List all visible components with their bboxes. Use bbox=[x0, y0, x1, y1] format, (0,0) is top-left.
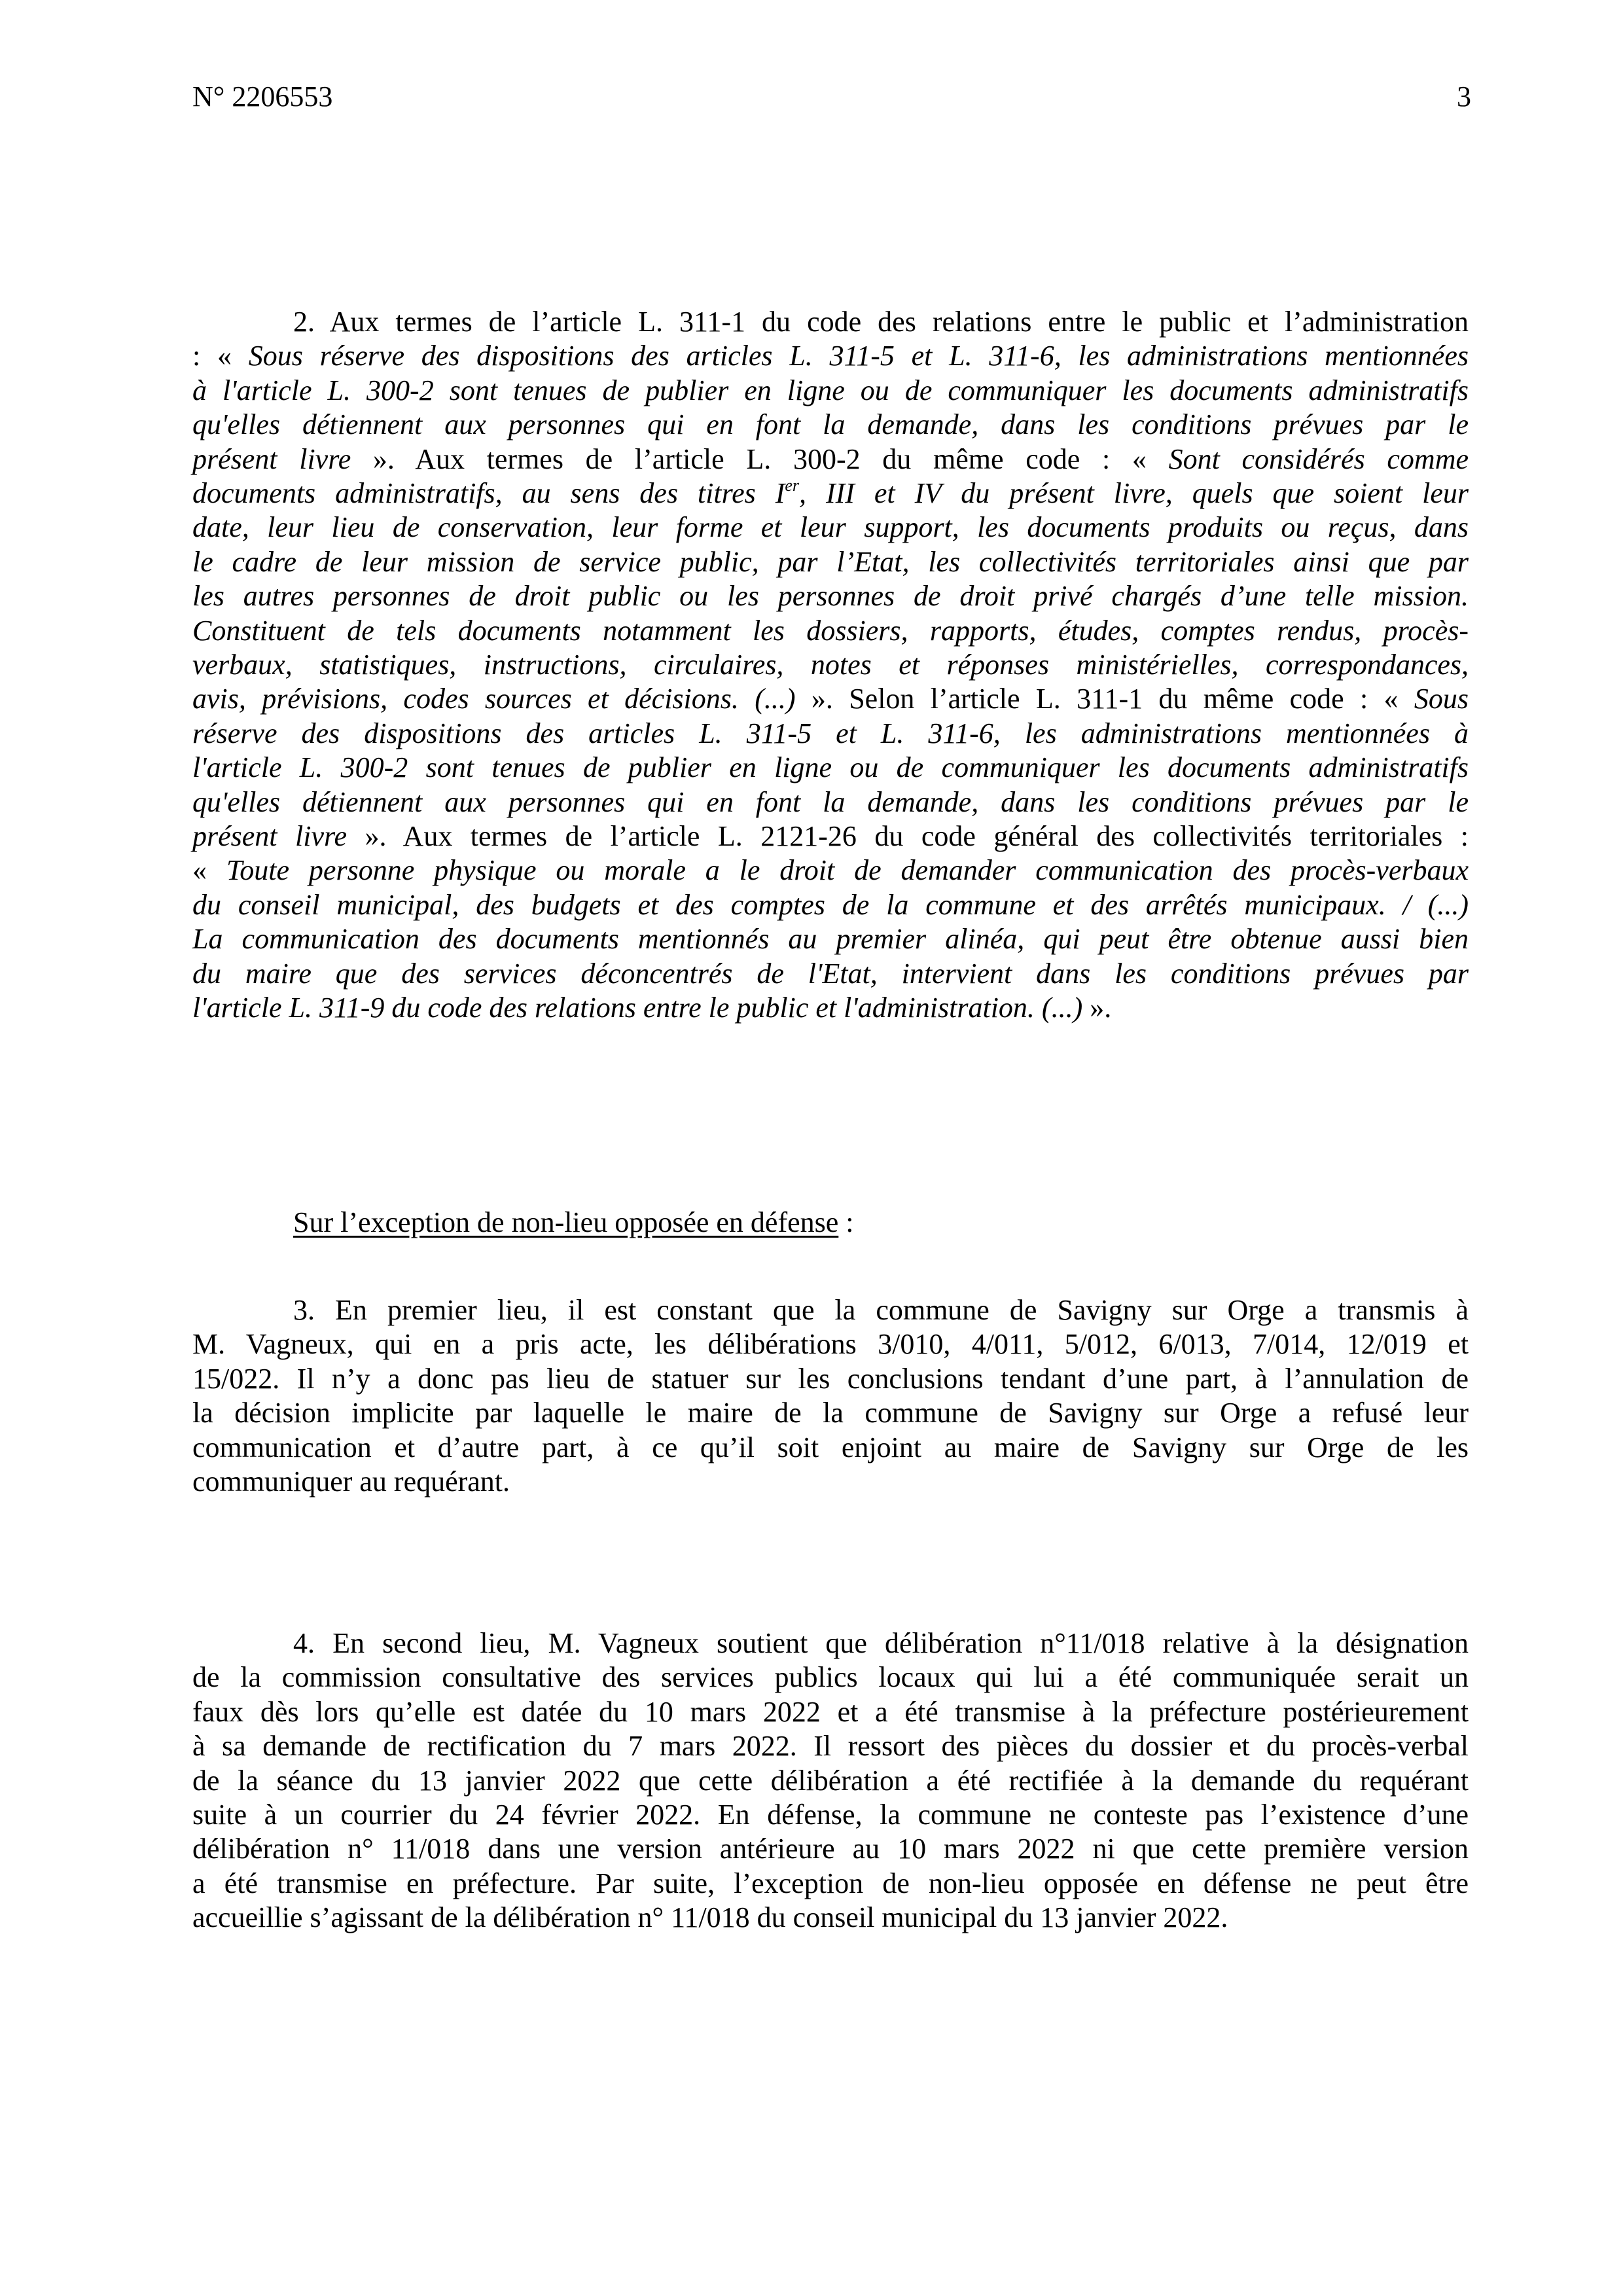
text-line bbox=[192, 579, 1469, 613]
text-line bbox=[192, 648, 1469, 682]
text-run: l'article L. 311-9 du code des relations entre le public et l'administration. (...) bbox=[192, 992, 1083, 1024]
text-line: 4. En second lieu, M. Vagneux soutient que délibération n°11/018 relative à la désignation bbox=[293, 1627, 1469, 1659]
text-line bbox=[192, 853, 1469, 888]
text-line: a été transmise en préfecture. Par suite, l’exception de non-lieu opposée en défense ne peut être bbox=[192, 1867, 1469, 1899]
text-run: ». Aux termes de l’article L. 2121-26 du code général des collectivités territoriales : bbox=[347, 820, 1469, 852]
text-line bbox=[192, 408, 1469, 442]
superscript: er bbox=[785, 476, 800, 495]
text-line: la décision implicite par laquelle le maire de la commune de Savigny sur Orge a refusé leur bbox=[192, 1397, 1469, 1429]
text-run: Sous bbox=[1414, 683, 1469, 715]
text-run: avis, prévisions, codes sources et décisions. (...) bbox=[192, 683, 796, 715]
text-line bbox=[192, 922, 1469, 956]
text-run: , III et IV du présent livre, quels que soient leur bbox=[799, 477, 1469, 509]
section-heading-text: Sur l’exception de non-lieu opposée en défense bbox=[293, 1206, 839, 1238]
text-run: à l'article L. 300-2 sont tenues de publier en ligne ou de communiquer les documents administratifs bbox=[192, 374, 1469, 406]
text-run: présent livre bbox=[192, 820, 348, 852]
text-run: « bbox=[192, 854, 226, 887]
text-line: accueillie s’agissant de la délibération n° 11/018 du conseil municipal du 13 janvier 2022. bbox=[192, 1901, 1228, 1934]
text-line: suite à un courrier du 24 février 2022. En défense, la commune ne conteste pas l’existence d’une bbox=[192, 1799, 1469, 1831]
text-run: qu'elles détiennent aux personnes qui en font la demande, dans les conditions prévues par le bbox=[192, 785, 1469, 818]
text-run: Toute personne physique ou morale a le droit de demander communication des procès-verbaux bbox=[226, 854, 1469, 887]
text-run: ». Aux termes de l’article L. 300-2 du même code : « bbox=[351, 442, 1169, 475]
text-line: M. Vagneux, qui en a pris acte, les délibérations 3/010, 4/011, 5/012, 6/013, 7/014, 12/019 et bbox=[192, 1328, 1469, 1361]
text-line: de la séance du 13 janvier 2022 que cette délibération a été rectifiée à la demande du requérant bbox=[192, 1764, 1469, 1797]
text-line bbox=[192, 614, 1469, 648]
text-run: La communication des documents mentionnés au premier alinéa, qui peut être obtenue aussi bien bbox=[192, 923, 1469, 956]
text-line bbox=[192, 819, 1469, 853]
text-line: délibération n° 11/018 dans une version antérieure au 10 mars 2022 ni que cette première version bbox=[192, 1833, 1469, 1865]
text-run: les autres personnes de droit public ou les personnes de droit privé chargés d’une telle mission. bbox=[192, 580, 1469, 613]
text-line bbox=[192, 374, 1469, 408]
text-line bbox=[192, 957, 1469, 991]
text-line bbox=[192, 751, 1469, 785]
text-line bbox=[192, 442, 1469, 476]
text-line bbox=[192, 888, 1469, 922]
text-run: qu'elles détiennent aux personnes qui en font la demande, dans les conditions prévues par le bbox=[192, 408, 1469, 441]
text-line bbox=[192, 511, 1469, 545]
text-run: du conseil municipal, des budgets et des comptes de la commune et des arrêtés municipaux. / (...) bbox=[192, 888, 1469, 921]
text-run: date, leur lieu de conservation, leur forme et leur support, les documents produits ou reçus, dans bbox=[192, 511, 1469, 544]
section-heading bbox=[293, 1206, 854, 1240]
text-line bbox=[192, 545, 1469, 579]
text-line: de la commission consultative des services publics locaux qui lui a été communiquée serait un bbox=[192, 1661, 1469, 1694]
text-line: communication et d’autre part, à ce qu’il soit enjoint au maire de Savigny sur Orge de les bbox=[192, 1431, 1469, 1463]
text-line: à sa demande de rectification du 7 mars 2022. Il ressort des pièces du dossier et du procès-verbal bbox=[192, 1730, 1469, 1763]
section-heading-suffix: : bbox=[838, 1206, 854, 1238]
text-line bbox=[192, 717, 1469, 751]
text-line: faux dès lors qu’elle est datée du 10 mars 2022 et a été transmise à la préfecture postérieurement bbox=[192, 1695, 1469, 1728]
text-run: ». Selon l’article L. 311-1 du même code : « bbox=[795, 683, 1414, 715]
text-run: le cadre de leur mission de service public, par l’Etat, les collectivités territoriales ainsi que par bbox=[192, 545, 1469, 578]
text-line bbox=[192, 991, 1469, 1025]
text-run: présent livre bbox=[192, 442, 351, 475]
text-line: 3. En premier lieu, il est constant que la commune de Savigny sur Orge a transmis à bbox=[293, 1294, 1469, 1326]
text-run: Constituent de tels documents notamment les dossiers, rapports, études, comptes rendus, procès- bbox=[192, 614, 1469, 647]
text-run: documents administratifs, au sens des titres I bbox=[192, 477, 785, 509]
text-line bbox=[192, 476, 1469, 511]
text-run: l'article L. 300-2 sont tenues de publier en ligne ou de communiquer les documents administratifs bbox=[192, 751, 1469, 784]
text-run: Sous réserve des dispositions des articles L. 311-5 et L. 311-6, les administrations mentionnées bbox=[248, 340, 1469, 372]
text-line: communiquer au requérant. bbox=[192, 1465, 510, 1498]
text-line bbox=[293, 305, 1469, 339]
text-run: Sont considérés comme bbox=[1168, 442, 1469, 475]
text-run: réserve des dispositions des articles L. 311-5 et L. 311-6, les administrations mentionnées à bbox=[192, 717, 1469, 749]
text-line bbox=[192, 339, 1469, 373]
page-number: 3 bbox=[1457, 81, 1471, 113]
text-run: verbaux, statistiques, instructions, circulaires, notes et réponses ministérielles, correspondances, bbox=[192, 649, 1469, 681]
text-run: 2. Aux termes de l’article L. 311-1 du code des relations entre le public et l’administration bbox=[293, 306, 1469, 338]
text-run: : « bbox=[192, 340, 249, 372]
text-line bbox=[192, 785, 1469, 819]
text-run: du maire que des services déconcentrés de l'Etat, intervient dans les conditions prévues par bbox=[192, 957, 1469, 990]
text-line bbox=[192, 682, 1469, 716]
text-run: ». bbox=[1082, 992, 1112, 1024]
case-number: N° 2206553 bbox=[192, 81, 333, 113]
text-line: 15/022. Il n’y a donc pas lieu de statuer sur les conclusions tendant d’une part, à l’annulation de bbox=[192, 1362, 1469, 1395]
